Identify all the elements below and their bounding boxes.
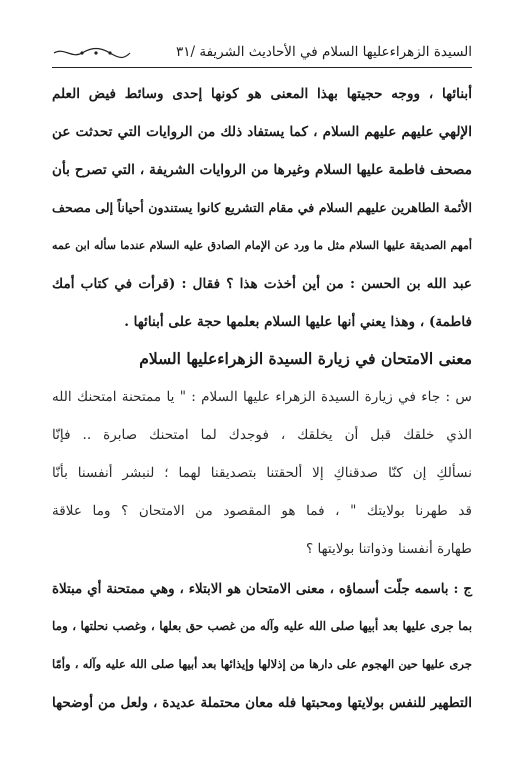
paragraph-line: فاطمة) ، وهذا يعني أنها عليها السلام بعلمها حجة على أبنائها .: [124, 314, 472, 330]
ornament-icon: [52, 46, 132, 60]
paragraph-line: أبنائها ، ووجه حجيتها بهذا المعنى هو كونها إحدى وسائط فيض العلم: [52, 86, 472, 102]
header-rule: [52, 67, 472, 68]
question-line: الذي خلقك قبل أن يخلقك ، فوجدك لما امتحنك صابرة .. فإنّا: [52, 427, 472, 443]
answer-line: ج : باسمه جلّت أسماؤه ، معنى الامتحان هو الابتلاء ، وهي ممتحنة أي مبتلاة: [52, 581, 472, 597]
answer-line: بما جرى عليها بعد أبيها صلى الله عليه وآله من غصب حق بعلها ، وغصب نحلتها ، وما: [52, 619, 472, 633]
answer-line: جرى عليها حين الهجوم على دارها من إذلالها وإيذائها بعد أبيها صلى الله عليه وآله ، وأمّا: [52, 657, 472, 671]
section-title: معنى الامتحان في زيارة السيدة الزهراءعليها السلام: [139, 349, 472, 368]
paragraph-line: الأئمة الطاهرين عليهم السلام في مقام التشريع كانوا يستندون أحياناً إلى مصحف: [52, 200, 472, 215]
question-line: نسألكِ إن كنّا صدقناكِ إلا ألحقتنا بتصديقنا لهما ؛ لنبشر أنفسنا بأنّا: [52, 465, 472, 481]
question-line: طهارة أنفسنا وذواتنا بولايتها ؟: [305, 541, 472, 557]
paragraph-line: عبد الله بن الحسن : من أين أخذت هذا ؟ فقال : (قرأت في كتاب أمك: [52, 276, 472, 292]
paragraph-line: أمهم الصديقة عليها السلام مثل ما ورد عن الإمام الصادق عليه السلام عندما سأله ابن عمه: [52, 239, 472, 252]
paragraph-line: الإلهي عليهم عليهم السلام ، كما يستفاد ذلك من الروايات التي تحدثت عن: [52, 124, 472, 140]
page-header: [52, 40, 472, 68]
answer-line: التطهير للنفس بولايتها ومحبتها فله معان محتملة عديدة ، ولعل من أوضحها: [52, 695, 472, 711]
running-header-title: السيدة الزهراءعليها السلام في الأحاديث الشريفة /٣١: [175, 44, 472, 60]
question-line: قد طهرنا بولايتك " ، فما هو المقصود من الامتحان ؟ وما علاقة: [52, 503, 472, 519]
question-line: س : جاء في زيارة السيدة الزهراء عليها السلام : " يا ممتحنة امتحنك الله: [52, 389, 472, 405]
paragraph-line: مصحف فاطمة عليها السلام وغيرها من الروايات الشريفة ، التي تصرح بأن: [52, 162, 472, 178]
